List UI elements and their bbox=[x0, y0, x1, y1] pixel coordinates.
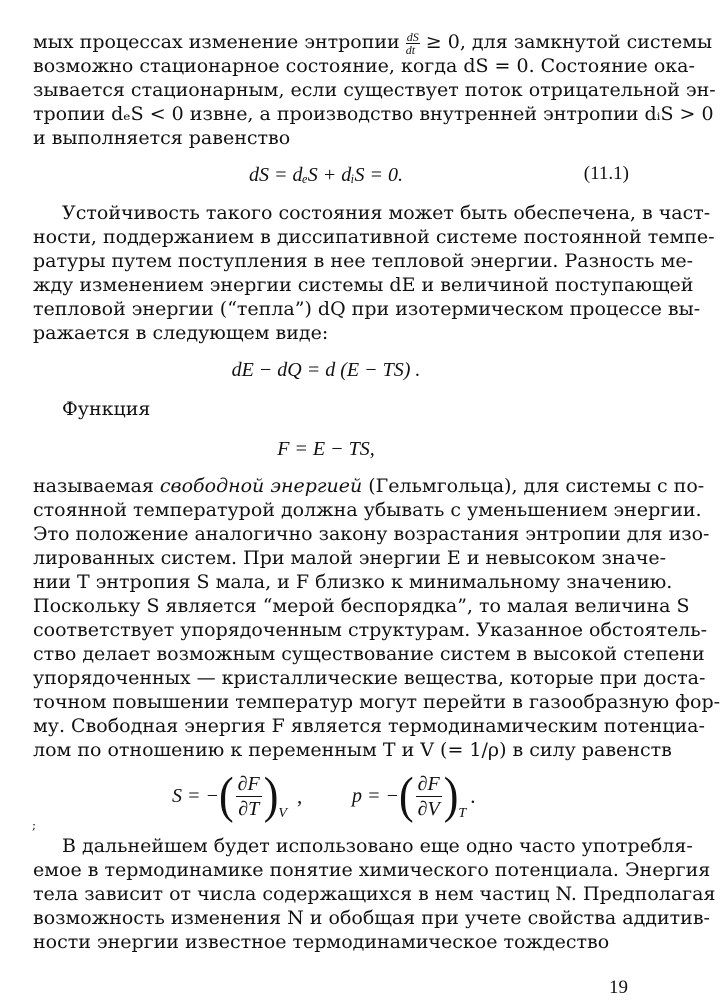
text-line: нии T энтропия S мала, и F близко к минимальному значению. bbox=[33, 571, 673, 593]
text-line: лированных систем. При малой энергии E и невысоком значе- bbox=[33, 547, 667, 569]
text-line: ство делает возможным существование систем в высокой степени bbox=[33, 643, 705, 665]
equation-number: (11.1) bbox=[583, 163, 629, 184]
pressure-derivative: p = − ( ∂F ∂V ) T . bbox=[352, 767, 476, 824]
text-line: Поскольку S является “мерой беспорядка”, то малая величина S bbox=[33, 595, 690, 617]
page-number: 19 bbox=[609, 977, 628, 998]
text-line: и выполняется равенство bbox=[33, 127, 291, 149]
text-line: лом по отношению к переменным T и V (= 1/ρ) в силу равенств bbox=[33, 739, 672, 761]
text-line: тропии dₑS < 0 извне, а производство внутренней энтропии dᵢS > 0 bbox=[33, 103, 714, 125]
text-line: ражается в следующем виде: bbox=[33, 322, 329, 344]
text-line: называемая свободной энергией (Гельмгольца), для системы с по- bbox=[33, 475, 705, 497]
print-speck: ; bbox=[32, 818, 37, 832]
text-line: емое в термодинамике понятие химического потенциала. Энергия bbox=[33, 859, 711, 881]
text-line: Устойчивость такого состояния может быть обеспечена, в част- bbox=[62, 202, 711, 224]
term-free-energy: свободной энергией bbox=[159, 475, 363, 497]
text-line: соответствует упорядоченным структурам. Указанное обстоятель- bbox=[33, 619, 708, 641]
text-line: точном повышении температур могут перейти в газообразную фор- bbox=[33, 691, 720, 713]
text-line: тела зависит от числа содержащихся в нем частиц N. Предполагая bbox=[33, 883, 716, 905]
equation-free-energy: F = E − TS, bbox=[277, 438, 375, 460]
text-line: тепловой энергии (“тепла”) dQ при изотермическом процессе вы- bbox=[33, 298, 701, 320]
text-line: возможность изменения N и обобщая при учете свойства аддитив- bbox=[33, 907, 710, 929]
fraction-ds-dt: $\frac{dS}{dt}$ bbox=[405, 29, 419, 57]
function-label: Функция bbox=[62, 398, 151, 420]
text-line: зывается стационарным, если существует поток отрицательной эн- bbox=[33, 79, 716, 101]
text-line: упорядоченных — кристаллические вещества, которые при доста- bbox=[33, 667, 706, 689]
equation-11-1: dS = dₑS + dᵢS = 0. bbox=[249, 164, 403, 186]
text-line: му. Свободная энергия F является термодинамическим потенциа- bbox=[33, 715, 705, 737]
text-line: ности, поддержанием в диссипативной системе постоянной темпе- bbox=[33, 226, 715, 248]
text-line: Это положение аналогично закону возрастания энтропии для изо- bbox=[33, 523, 710, 545]
equation-energy-heat: dE − dQ = d (E − TS) . bbox=[231, 359, 421, 381]
text-line: возможно стационарное состояние, когда dS = 0. Состояние ока- bbox=[33, 55, 695, 77]
text-line: В дальнейшем будет использовано еще одно часто употребля- bbox=[62, 835, 693, 857]
text-line: ности энергии известное термодинамическое тождество bbox=[33, 931, 610, 953]
text-line: ратуры путем поступления в нее тепловой энергии. Разность ме- bbox=[33, 250, 694, 272]
entropy-derivative: S = − ( ∂F ∂T ) V , bbox=[172, 767, 303, 824]
text-line: мых процессах изменение энтропии $\frac{dS}{dt}$ ≥ 0, для замкнутой системы bbox=[33, 29, 713, 57]
text-line: стоянной температурой должна убывать с уменьшением энергии. bbox=[33, 499, 702, 521]
derivative-equations bbox=[0, 764, 652, 828]
text-line: жду изменением энергии системы dE и величиной поступающей bbox=[33, 274, 694, 296]
